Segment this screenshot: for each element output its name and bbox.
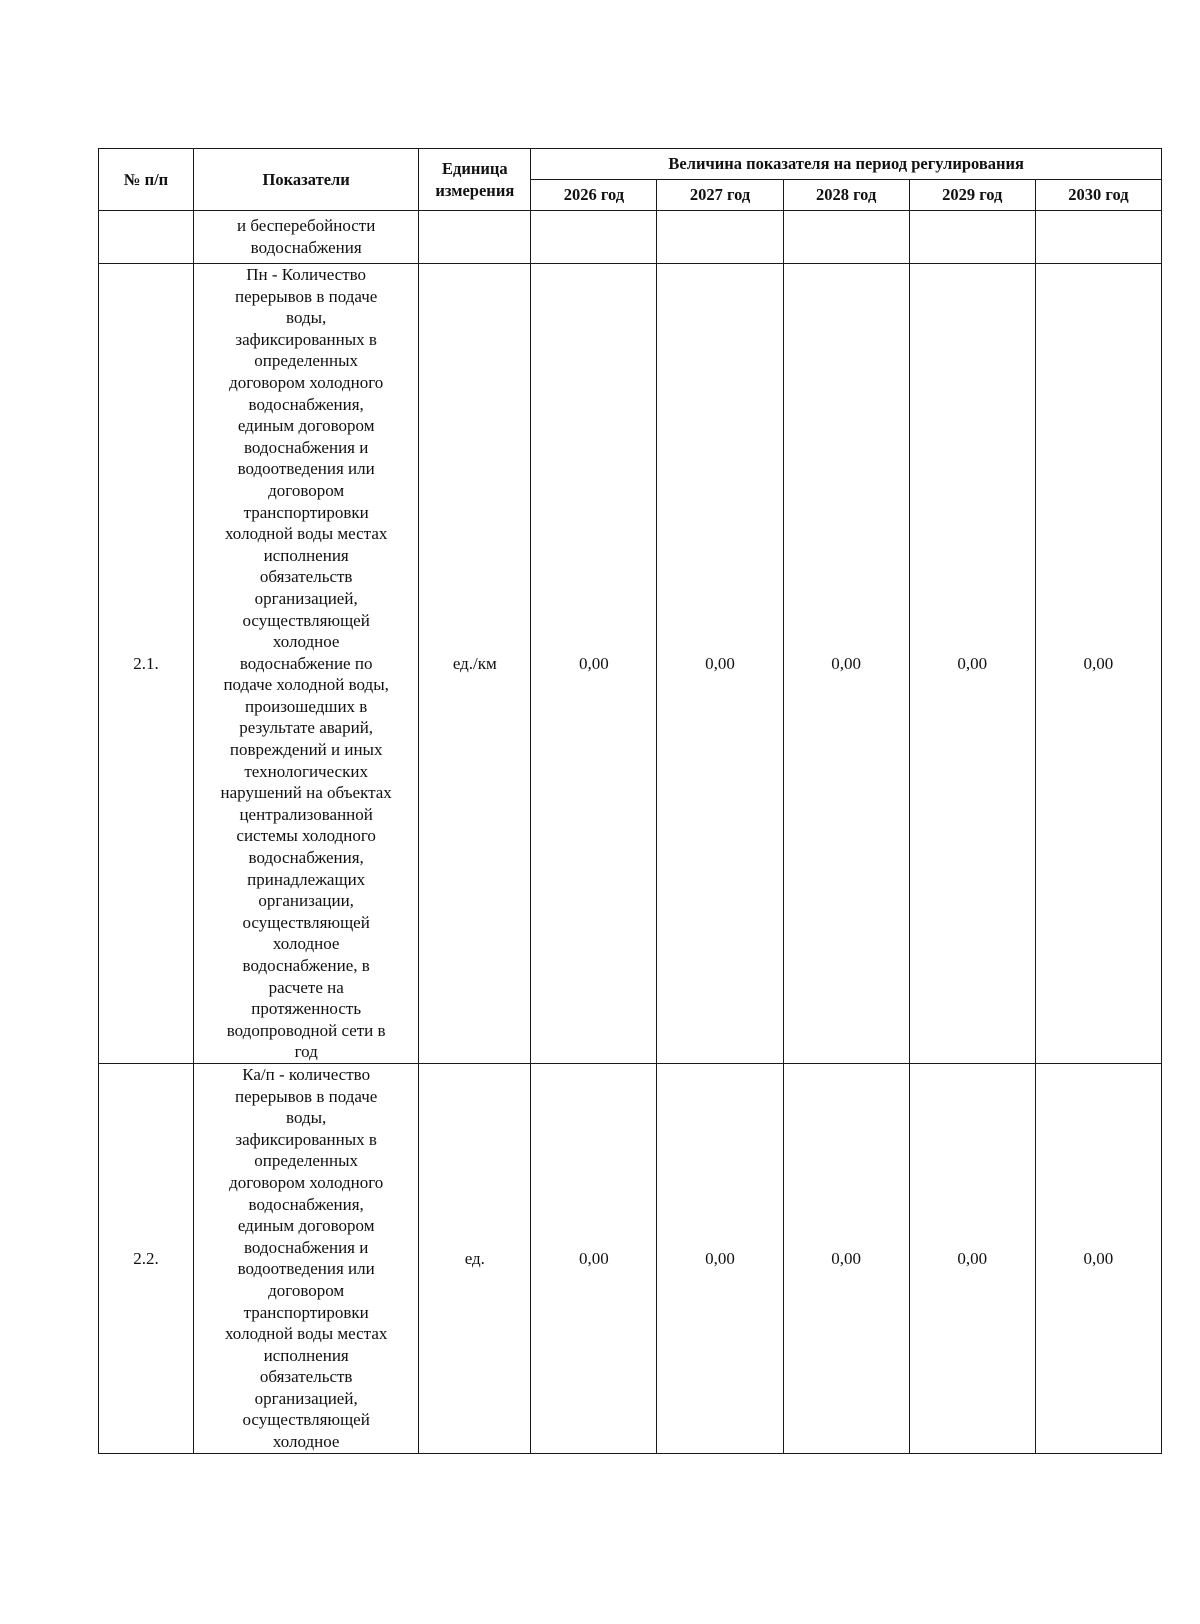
indicator-text-line: водоснабжения <box>250 238 362 257</box>
header-unit-line2: измерения <box>435 180 515 200</box>
indicator-text-line: централизованной <box>239 804 373 824</box>
header-indicator: Показатели <box>194 149 419 211</box>
indicator-text-line: осуществляющей <box>242 1410 370 1430</box>
indicator-text-line: водоотведения или <box>237 459 375 479</box>
indicator-text-line: организацией, <box>254 588 358 608</box>
row-unit: ед./км <box>419 264 531 1064</box>
indicator-text-line: холодной воды местах <box>224 524 388 544</box>
table-row <box>99 211 1162 264</box>
row-value: 0,00 <box>657 264 783 1064</box>
header-year: 2027 год <box>657 180 783 211</box>
indicator-text-line: нарушений на объектах <box>220 783 392 803</box>
indicator-text-line: год <box>294 1042 318 1062</box>
indicator-text-line: договором холодного <box>229 1172 384 1192</box>
row-unit <box>419 211 531 264</box>
row-value: 0,00 <box>531 264 657 1064</box>
row-indicator <box>194 264 419 1064</box>
indicator-text-line: повреждений и иных <box>229 740 383 760</box>
indicator-text-line: водоснабжение, в <box>242 956 370 975</box>
indicators-table <box>98 148 1162 1454</box>
indicator-text-line: водоснабжения, <box>248 394 364 414</box>
row-indicator <box>194 211 419 264</box>
indicator-text-line: осуществляющей <box>242 912 370 932</box>
indicator-text-line: принадлежащих <box>247 869 366 889</box>
indicator-text-line: зафиксированных в <box>235 1129 377 1149</box>
header-year: 2028 год <box>783 180 909 211</box>
row-value <box>783 211 909 264</box>
header-unit-line1: Единица <box>441 158 508 178</box>
indicator-text-line: водоснабжения и <box>244 437 369 457</box>
indicator-text-line: протяженность <box>251 999 362 1019</box>
indicator-text-line: договором <box>268 480 345 500</box>
indicator-text-line: воды, <box>286 1108 327 1128</box>
indicator-text-line: обязательств <box>259 567 353 587</box>
row-unit: ед. <box>419 1063 531 1453</box>
indicator-text-line: технологических <box>244 761 368 781</box>
indicator-text-line: подаче холодной воды, <box>223 675 389 695</box>
indicator-text-line: водоснабжения, <box>248 848 364 868</box>
indicator-text-line: исполнения <box>263 545 349 565</box>
indicator-text-line: определенных <box>254 1151 359 1171</box>
indicator-text-line: холодной воды местах <box>224 1324 388 1344</box>
header-period: Величина показателя на период регулирования <box>531 149 1162 180</box>
row-number: 2.1. <box>99 264 194 1064</box>
header-year: 2029 год <box>909 180 1035 211</box>
indicator-text-line: результате аварий, <box>239 718 374 738</box>
row-value <box>657 211 783 264</box>
indicator-text-line: воды, <box>286 308 327 328</box>
indicator-text-line: Ка/п - количество <box>242 1064 371 1084</box>
row-value: 0,00 <box>909 1063 1035 1453</box>
header-unit <box>419 149 531 211</box>
indicator-text-line: транспортировки <box>243 1302 369 1322</box>
row-value: 0,00 <box>657 1063 783 1453</box>
row-value: 0,00 <box>783 1063 909 1453</box>
indicator-text-line: единым договором <box>237 416 375 436</box>
indicator-text-line: расчете на <box>268 977 344 997</box>
row-value: 0,00 <box>783 264 909 1064</box>
indicator-text-line: транспортировки <box>243 502 369 522</box>
indicator-text-line: водоотведения или <box>237 1259 375 1279</box>
indicator-text-line: холодное <box>272 632 340 652</box>
indicator-text-line: системы холодного <box>236 826 376 846</box>
table-row <box>99 264 1162 1064</box>
table-header <box>99 149 1162 211</box>
indicator-text-line: зафиксированных в <box>235 329 377 349</box>
table-body <box>99 211 1162 1454</box>
header-year: 2026 год <box>531 180 657 211</box>
indicator-text-line: холодное <box>272 1432 340 1452</box>
indicator-text-line: организации, <box>258 891 354 911</box>
indicator-text-line: перерывов в подаче <box>235 286 378 306</box>
indicator-text-line: исполнения <box>263 1345 349 1365</box>
indicator-text-line: водопроводной сети в <box>226 1020 386 1040</box>
row-value <box>531 211 657 264</box>
indicator-text-line: и бесперебойности <box>237 216 376 236</box>
row-value: 0,00 <box>531 1063 657 1453</box>
row-value: 0,00 <box>909 264 1035 1064</box>
indicator-text-line: организацией, <box>254 1388 358 1408</box>
header-number: № п/п <box>99 149 194 211</box>
table-row <box>99 1063 1162 1453</box>
row-indicator <box>194 1063 419 1453</box>
row-number: 2.2. <box>99 1063 194 1453</box>
row-value: 0,00 <box>1035 1063 1161 1453</box>
indicator-text-line: осуществляющей <box>242 610 370 630</box>
indicator-text-line: договором холодного <box>229 372 384 392</box>
indicator-text-line: водоснабжения, <box>248 1194 364 1214</box>
header-year: 2030 год <box>1035 180 1161 211</box>
indicator-text-line: холодное <box>272 934 340 954</box>
row-value <box>909 211 1035 264</box>
indicator-text-line: произошедших в <box>245 696 368 716</box>
indicator-text-line: единым договором <box>237 1216 375 1236</box>
indicator-text-line: определенных <box>254 351 359 371</box>
row-value: 0,00 <box>1035 264 1161 1064</box>
indicator-text-line: водоснабжения и <box>244 1237 369 1257</box>
indicator-text-line: водоснабжение по <box>239 653 373 673</box>
indicator-text-line: Пн - Количество <box>246 265 367 284</box>
row-number <box>99 211 194 264</box>
indicator-text-line: договором <box>268 1280 345 1300</box>
row-value <box>1035 211 1161 264</box>
indicator-text-line: перерывов в подаче <box>235 1086 378 1106</box>
indicator-text-line: обязательств <box>259 1367 353 1387</box>
